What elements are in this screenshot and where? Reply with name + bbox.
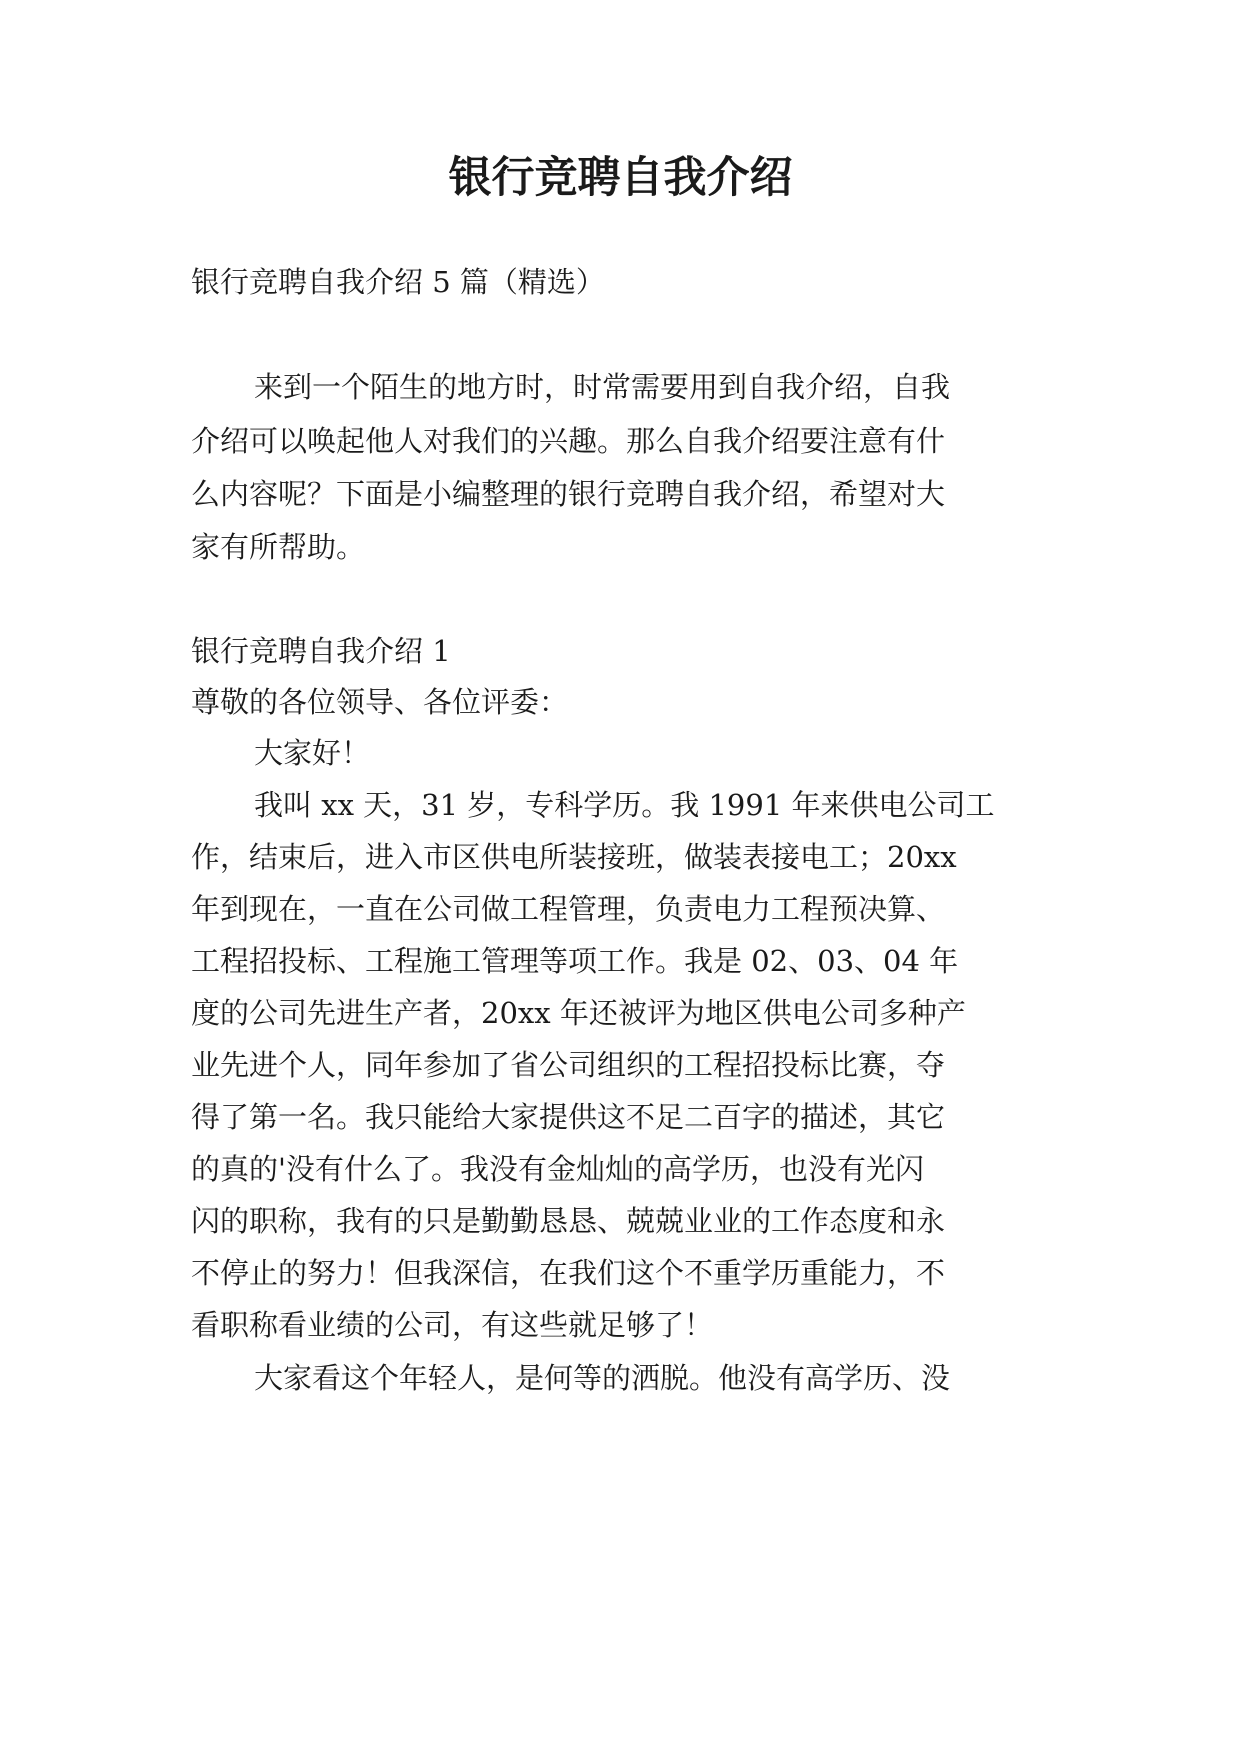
- body-line: 闪的职称，我有的只是勤勤恳恳、兢兢业业的工作态度和永: [191, 1204, 946, 1238]
- body-line: 的真的'没有什么了。我没有金灿灿的高学历，也没有光闪: [191, 1152, 924, 1186]
- section-heading: 银行竞聘自我介绍 1: [191, 634, 451, 668]
- body-line: 看职称看业绩的公司，有这些就足够了！: [191, 1308, 714, 1342]
- body-line: 作，结束后，进入市区供电所装接班，做装表接电工；20xx: [191, 840, 957, 874]
- document-title: 银行竞聘自我介绍: [448, 153, 793, 203]
- intro-line: 介绍可以唤起他人对我们的兴趣。那么自我介绍要注意有什: [191, 424, 946, 458]
- intro-line: 来到一个陌生的地方时，时常需要用到自我介绍，自我: [254, 370, 951, 404]
- intro-line: 家有所帮助。: [191, 530, 366, 564]
- greeting: 大家好！: [254, 736, 371, 770]
- body-line: 年到现在，一直在公司做工程管理，负责电力工程预决算、: [191, 892, 946, 926]
- body-line: 业先进个人，同年参加了省公司组织的工程招投标比赛，夺: [191, 1048, 946, 1082]
- intro-line: 么内容呢？下面是小编整理的银行竞聘自我介绍，希望对大: [191, 477, 946, 511]
- document-subtitle: 银行竞聘自我介绍 5 篇（精选）: [191, 265, 605, 299]
- body-line: 不停止的努力！但我深信，在我们这个不重学历重能力，不: [191, 1256, 946, 1290]
- body-line: 度的公司先进生产者，20xx 年还被评为地区供电公司多种产: [191, 996, 966, 1030]
- salutation: 尊敬的各位领导、各位评委：: [191, 685, 569, 719]
- closing-line: 大家看这个年轻人，是何等的洒脱。他没有高学历、没: [254, 1361, 951, 1395]
- body-line: 我叫 xx 天，31 岁，专科学历。我 1991 年来供电公司工: [254, 788, 995, 822]
- body-line: 工程招投标、工程施工管理等项工作。我是 02、03、04 年: [191, 944, 959, 978]
- body-line: 得了第一名。我只能给大家提供这不足二百字的描述，其它: [191, 1100, 946, 1134]
